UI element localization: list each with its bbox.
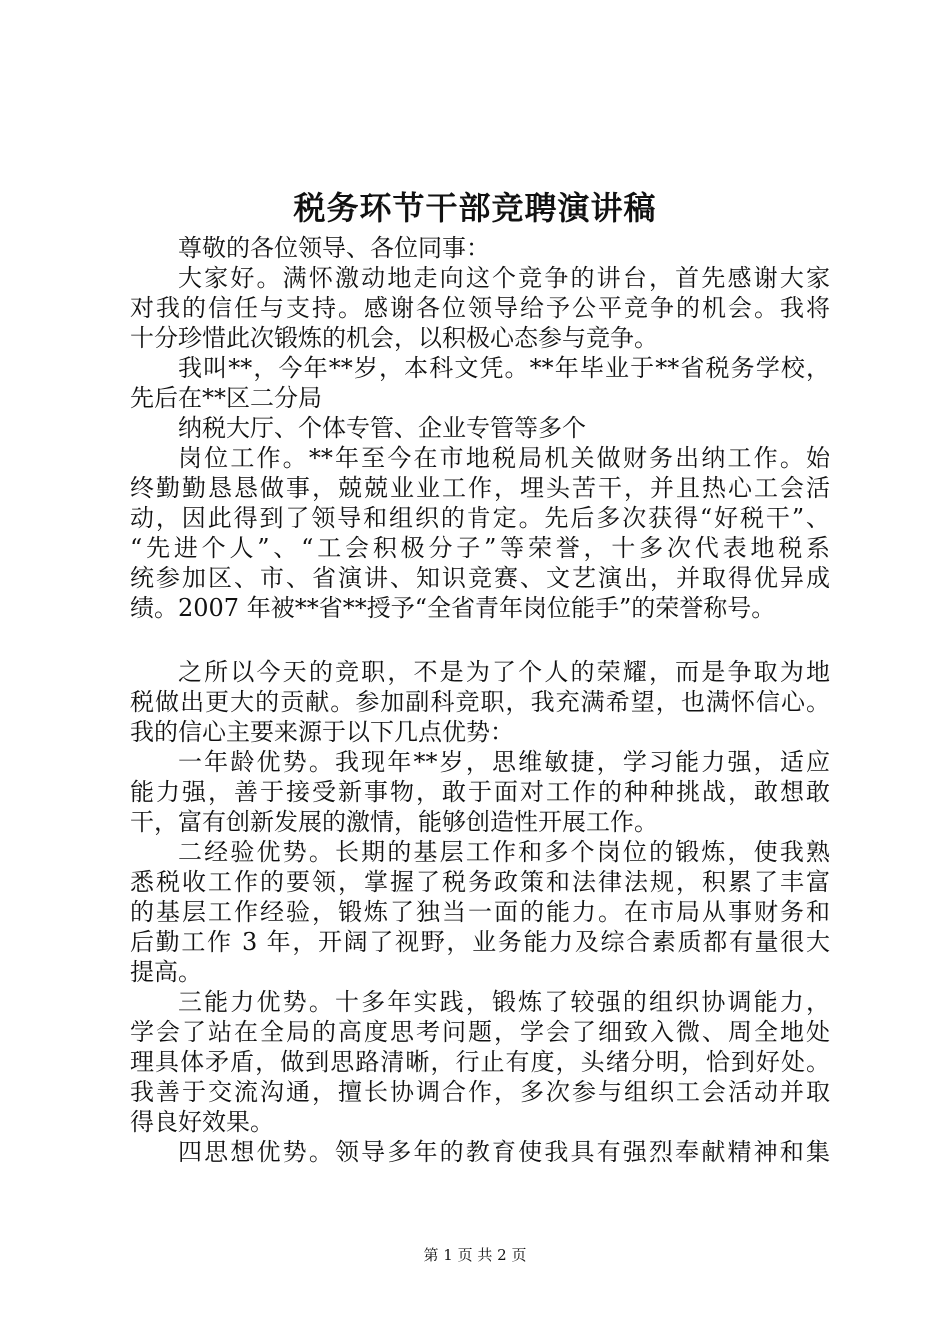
text-line: 二经验优势。长期的基层工作和多个岗位的锻炼，使我熟 — [178, 838, 830, 866]
text-line: 理具体矛盾，做到思路清晰，行止有度，头绪分明，恰到好处。 — [130, 1048, 830, 1076]
text-line: 得良好效果。 — [130, 1108, 274, 1136]
text-line: 十分珍惜此次锻炼的机会，以积极心态参与竞争。 — [130, 324, 658, 352]
text-line: 四思想优势。领导多年的教育使我具有强烈奉献精神和集 — [178, 1138, 830, 1166]
text-line: 统参加区、市、省演讲、知识竞赛、文艺演出，并取得优异成 — [130, 564, 830, 592]
page-title: 税务环节干部竞聘演讲稿 — [293, 189, 657, 227]
text-line: 岗位工作。**年至今在市地税局机关做财务出纳工作。始 — [178, 444, 830, 472]
text-line: 我叫**，今年**岁，本科文凭。**年毕业于**省税务学校， — [178, 354, 830, 382]
text-line: 的基层工作经验，锻炼了独当一面的能力。在市局从事财务和 — [130, 898, 830, 926]
text-line: 提高。 — [130, 958, 202, 986]
text-line: 先后在**区二分局 — [130, 384, 322, 412]
page-footer: 第 1 页 共 2 页 — [423, 1246, 527, 1264]
text-line: 终勤勤恳恳做事，兢兢业业工作，埋头苦干，并且热心工会活 — [130, 474, 830, 502]
text-line: 三能力优势。十多年实践，锻炼了较强的组织协调能力， — [178, 988, 830, 1016]
text-line: 绩。2007 年被**省**授予“全省青年岗位能手”的荣誉称号。 — [130, 594, 776, 622]
text-line: 后勤工作 3 年，开阔了视野，业务能力及综合素质都有量很大 — [130, 928, 830, 956]
text-line: 一年龄优势。我现年**岁，思维敏捷，学习能力强，适应 — [178, 748, 830, 776]
text-line: 动，因此得到了领导和组织的肯定。先后多次获得“好税干”、 — [130, 504, 830, 532]
blank-line — [130, 623, 830, 657]
text-line: 纳税大厅、个体专管、企业专管等多个 — [178, 414, 586, 442]
text-line: 干，富有创新发展的激情，能够创造性开展工作。 — [130, 808, 658, 836]
text-line: “先进个人”、“工会积极分子”等荣誉，十多次代表地税系 — [130, 534, 830, 562]
text-line: 能力强，善于接受新事物，敢于面对工作的种种挑战，敢想敢 — [130, 778, 830, 806]
text-line: 我善于交流沟通，擅长协调合作，多次参与组织工会活动并取 — [130, 1078, 830, 1106]
text-line: 之所以今天的竞职，不是为了个人的荣耀，而是争取为地 — [178, 658, 830, 686]
text-line: 大家好。满怀激动地走向这个竞争的讲台，首先感谢大家 — [178, 264, 830, 292]
text-line: 税做出更大的贡献。参加副科竞职，我充满希望，也满怀信心。 — [130, 688, 830, 716]
text-line: 悉税收工作的要领，掌握了税务政策和法律法规，积累了丰富 — [130, 868, 830, 896]
text-line: 对我的信任与支持。感谢各位领导给予公平竞争的机会。我将 — [130, 294, 830, 322]
text-line: 学会了站在全局的高度思考问题，学会了细致入微、周全地处 — [130, 1018, 830, 1046]
text-line: 我的信心主要来源于以下几点优势： — [130, 718, 514, 746]
speech-body — [130, 233, 830, 1167]
text-line: 尊敬的各位领导、各位同事： — [178, 234, 490, 262]
